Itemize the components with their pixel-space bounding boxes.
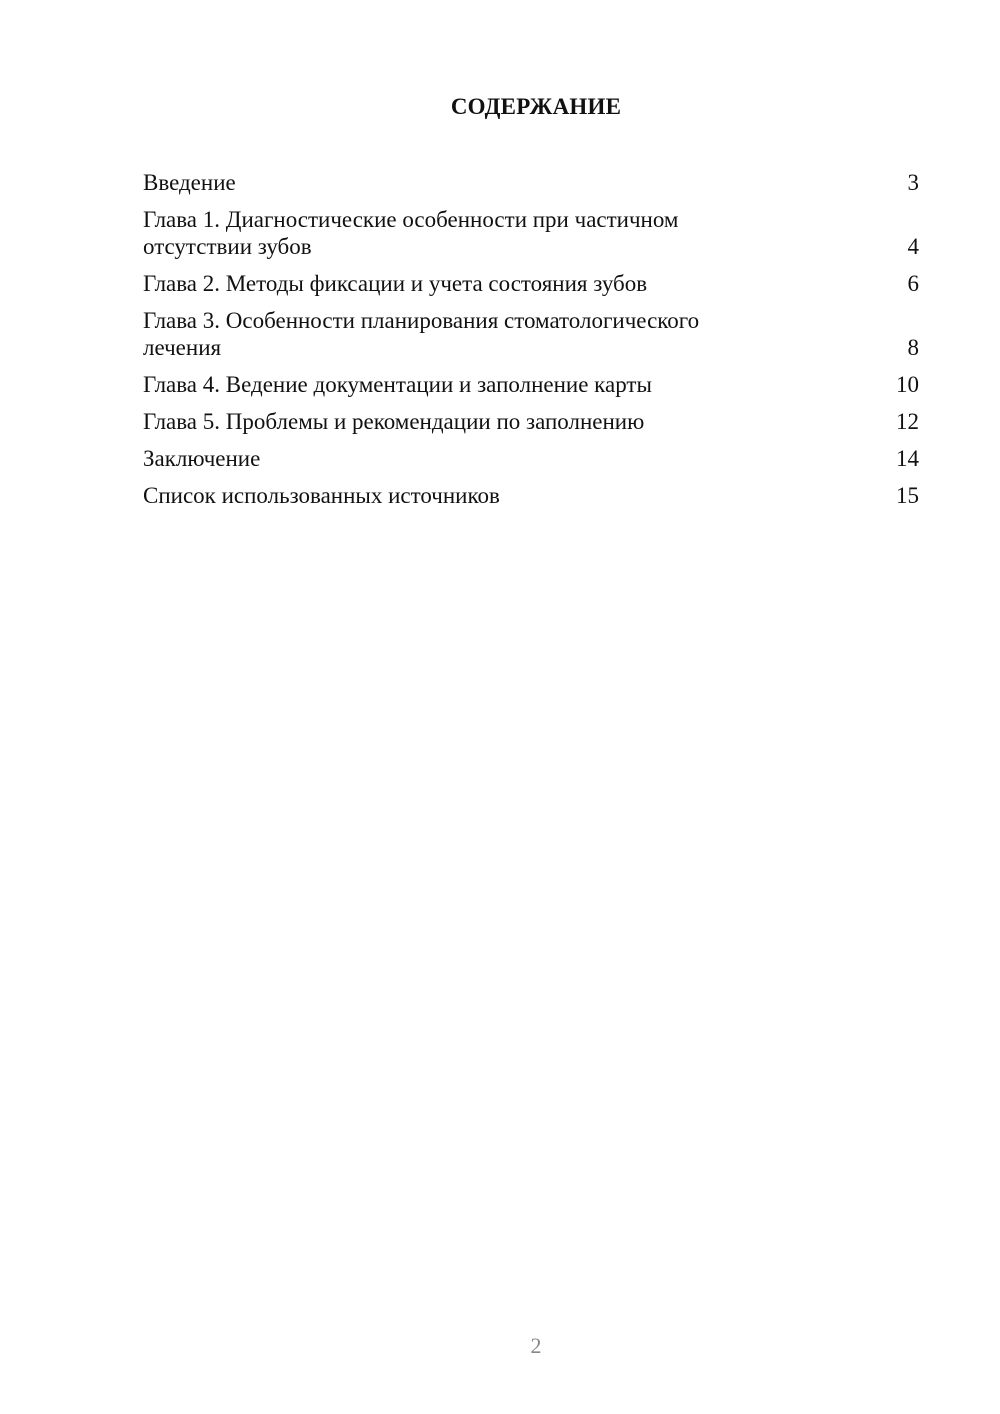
page-title: СОДЕРЖАНИЕ xyxy=(450,94,622,119)
toc-entry xyxy=(143,169,919,196)
toc-entry-page: 10 xyxy=(896,372,919,397)
toc-entry-title: Глава 3. Особенности планирования стоматологического лечения xyxy=(143,308,700,360)
toc-entry-page: 14 xyxy=(896,446,919,471)
toc-entry xyxy=(143,445,919,472)
toc-entry-page: 15 xyxy=(896,483,919,508)
toc-entry-title: Глава 4. Ведение документации и заполнение карты xyxy=(143,372,652,397)
toc-entry-title: Список использованных источников xyxy=(143,483,500,508)
toc-entry-title: Введение xyxy=(143,170,236,195)
toc-entry xyxy=(143,408,919,435)
toc-entry xyxy=(143,206,919,260)
table-of-contents xyxy=(143,169,919,519)
toc-entry-title: Заключение xyxy=(143,446,261,471)
toc-entry-page: 6 xyxy=(907,271,919,296)
toc-entry xyxy=(143,270,919,297)
toc-entry-page: 12 xyxy=(896,409,919,434)
toc-entry xyxy=(143,307,919,361)
toc-entry-page: 3 xyxy=(907,170,919,195)
toc-entry xyxy=(143,371,919,398)
toc-entry-page: 8 xyxy=(907,335,919,360)
toc-entry-title: Глава 2. Методы фиксации и учета состояния зубов xyxy=(143,271,648,296)
page-number: 2 xyxy=(530,1333,542,1358)
toc-entry-title: Глава 5. Проблемы и рекомендации по заполнению xyxy=(143,409,645,434)
toc-entry xyxy=(143,482,919,509)
toc-entry-page: 4 xyxy=(907,234,919,259)
toc-entry-title: Глава 1. Диагностические особенности при частичном отсутствии зубов xyxy=(143,207,679,259)
